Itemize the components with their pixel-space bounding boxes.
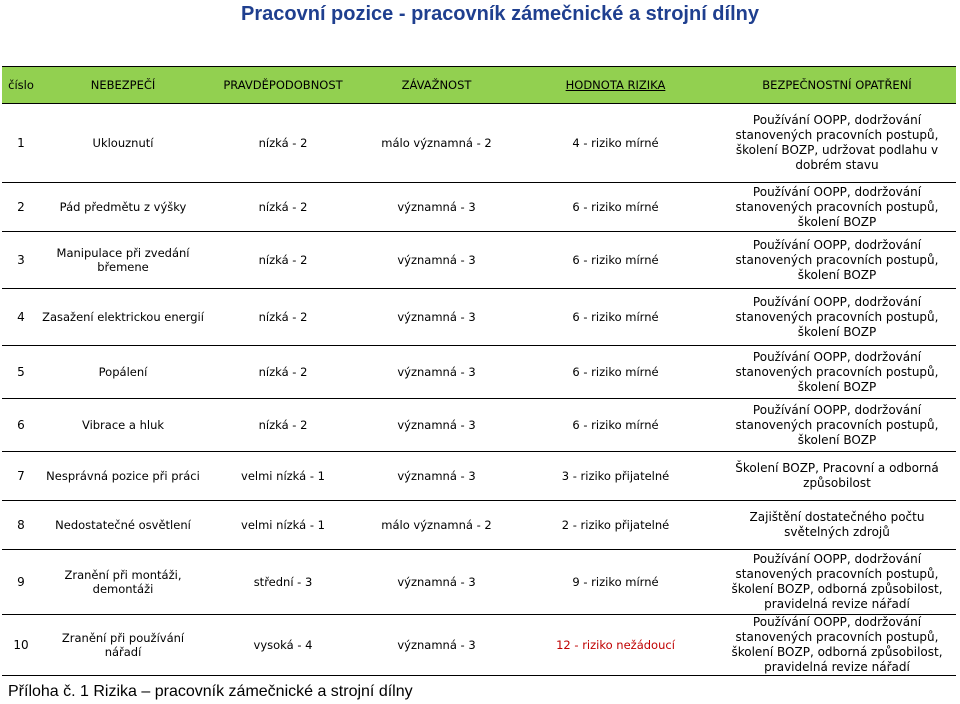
safety-measures-cell: Používání OOPP, dodržování stanovených pracovních postupů, školení BOZP, odborná způsobilost, pravidelná revize nářadí — [718, 550, 956, 615]
header-pravdepodobnost: PRAVDĚPODOBNOST — [206, 67, 360, 104]
table-row — [2, 452, 956, 501]
risk-value-cell: 6 - riziko mírné — [513, 289, 718, 346]
hazard-cell: Zranění při používání nářadí — [40, 615, 206, 676]
severity-cell: významná - 3 — [360, 289, 513, 346]
hazard-cell: Nesprávná pozice při práci — [40, 452, 206, 501]
table-row — [2, 183, 956, 232]
probability-cell: nízká - 2 — [206, 104, 360, 183]
severity-cell: významná - 3 — [360, 615, 513, 676]
risk-value-cell: 3 - riziko přijatelné — [513, 452, 718, 501]
table-header-row — [2, 67, 956, 104]
probability-cell: nízká - 2 — [206, 183, 360, 232]
row-number: 4 — [2, 289, 40, 346]
probability-cell: nízká - 2 — [206, 399, 360, 452]
row-number: 2 — [2, 183, 40, 232]
probability-cell: nízká - 2 — [206, 232, 360, 289]
risk-table — [2, 66, 956, 676]
hazard-cell: Manipulace při zvedání břemene — [40, 232, 206, 289]
table-row — [2, 399, 956, 452]
header-hodnota-rizika: HODNOTA RIZIKA — [513, 67, 718, 104]
risk-value-cell: 4 - riziko mírné — [513, 104, 718, 183]
hazard-cell: Uklouznutí — [40, 104, 206, 183]
probability-cell: velmi nízká - 1 — [206, 501, 360, 550]
safety-measures-cell: Používání OOPP, dodržování stanovených pracovních postupů, školení BOZP, odborná způsobilost, pravidelná revize nářadí — [718, 615, 956, 676]
severity-cell: málo významná - 2 — [360, 501, 513, 550]
header-cislo: číslo — [2, 67, 40, 104]
probability-cell: vysoká - 4 — [206, 615, 360, 676]
row-number: 7 — [2, 452, 40, 501]
hazard-cell: Nedostatečné osvětlení — [40, 501, 206, 550]
severity-cell: významná - 3 — [360, 550, 513, 615]
safety-measures-cell: Používání OOPP, dodržování stanovených pracovních postupů, školení BOZP — [718, 346, 956, 399]
risk-value-cell: 6 - riziko mírné — [513, 232, 718, 289]
row-number: 6 — [2, 399, 40, 452]
probability-cell: nízká - 2 — [206, 289, 360, 346]
table-row — [2, 615, 956, 676]
table-row — [2, 501, 956, 550]
safety-measures-cell: Školení BOZP, Pracovní a odborná způsobilost — [718, 452, 956, 501]
header-nebezpeci: NEBEZPEČÍ — [40, 67, 206, 104]
severity-cell: málo významná - 2 — [360, 104, 513, 183]
safety-measures-cell: Používání OOPP, dodržování stanovených pracovních postupů, školení BOZP — [718, 183, 956, 232]
hazard-cell: Pád předmětu z výšky — [40, 183, 206, 232]
table-row — [2, 346, 956, 399]
risk-value-cell: 12 - riziko nežádoucí — [513, 615, 718, 676]
probability-cell: střední - 3 — [206, 550, 360, 615]
table-row — [2, 232, 956, 289]
row-number: 10 — [2, 615, 40, 676]
header-zavaznost: ZÁVAŽNOST — [360, 67, 513, 104]
risk-value-cell: 6 - riziko mírné — [513, 346, 718, 399]
risk-value-cell: 9 - riziko mírné — [513, 550, 718, 615]
row-number: 8 — [2, 501, 40, 550]
risk-value-cell: 2 - riziko přijatelné — [513, 501, 718, 550]
hazard-cell: Popálení — [40, 346, 206, 399]
table-row — [2, 289, 956, 346]
hazard-cell: Zasažení elektrickou energií — [40, 289, 206, 346]
hazard-cell: Vibrace a hluk — [40, 399, 206, 452]
header-bezpecnostni-opatreni: BEZPEČNOSTNÍ OPATŘENÍ — [718, 67, 956, 104]
table-row — [2, 550, 956, 615]
safety-measures-cell: Zajištění dostatečného počtu světelných zdrojů — [718, 501, 956, 550]
severity-cell: významná - 3 — [360, 399, 513, 452]
risk-value-cell: 6 - riziko mírné — [513, 183, 718, 232]
severity-cell: významná - 3 — [360, 346, 513, 399]
risk-value-cell: 6 - riziko mírné — [513, 399, 718, 452]
page-title: Pracovní pozice - pracovník zámečnické a strojní dílny — [241, 3, 759, 25]
safety-measures-cell: Používání OOPP, dodržování stanovených pracovních postupů, školení BOZP — [718, 399, 956, 452]
probability-cell: nízká - 2 — [206, 346, 360, 399]
safety-measures-cell: Používání OOPP, dodržování stanovených pracovních postupů, školení BOZP — [718, 232, 956, 289]
row-number: 3 — [2, 232, 40, 289]
probability-cell: velmi nízká - 1 — [206, 452, 360, 501]
severity-cell: významná - 3 — [360, 183, 513, 232]
footer-caption: Příloha č. 1 Rizika – pracovník zámečnické a strojní dílny — [8, 683, 413, 700]
severity-cell: významná - 3 — [360, 232, 513, 289]
row-number: 9 — [2, 550, 40, 615]
row-number: 5 — [2, 346, 40, 399]
hazard-cell: Zranění při montáži, demontáži — [40, 550, 206, 615]
severity-cell: významná - 3 — [360, 452, 513, 501]
safety-measures-cell: Používání OOPP, dodržování stanovených pracovních postupů, školení BOZP — [718, 289, 956, 346]
safety-measures-cell: Používání OOPP, dodržování stanovených pracovních postupů, školení BOZP, udržovat podlahu v dobrém stavu — [718, 104, 956, 183]
table-row — [2, 104, 956, 183]
row-number: 1 — [2, 104, 40, 183]
